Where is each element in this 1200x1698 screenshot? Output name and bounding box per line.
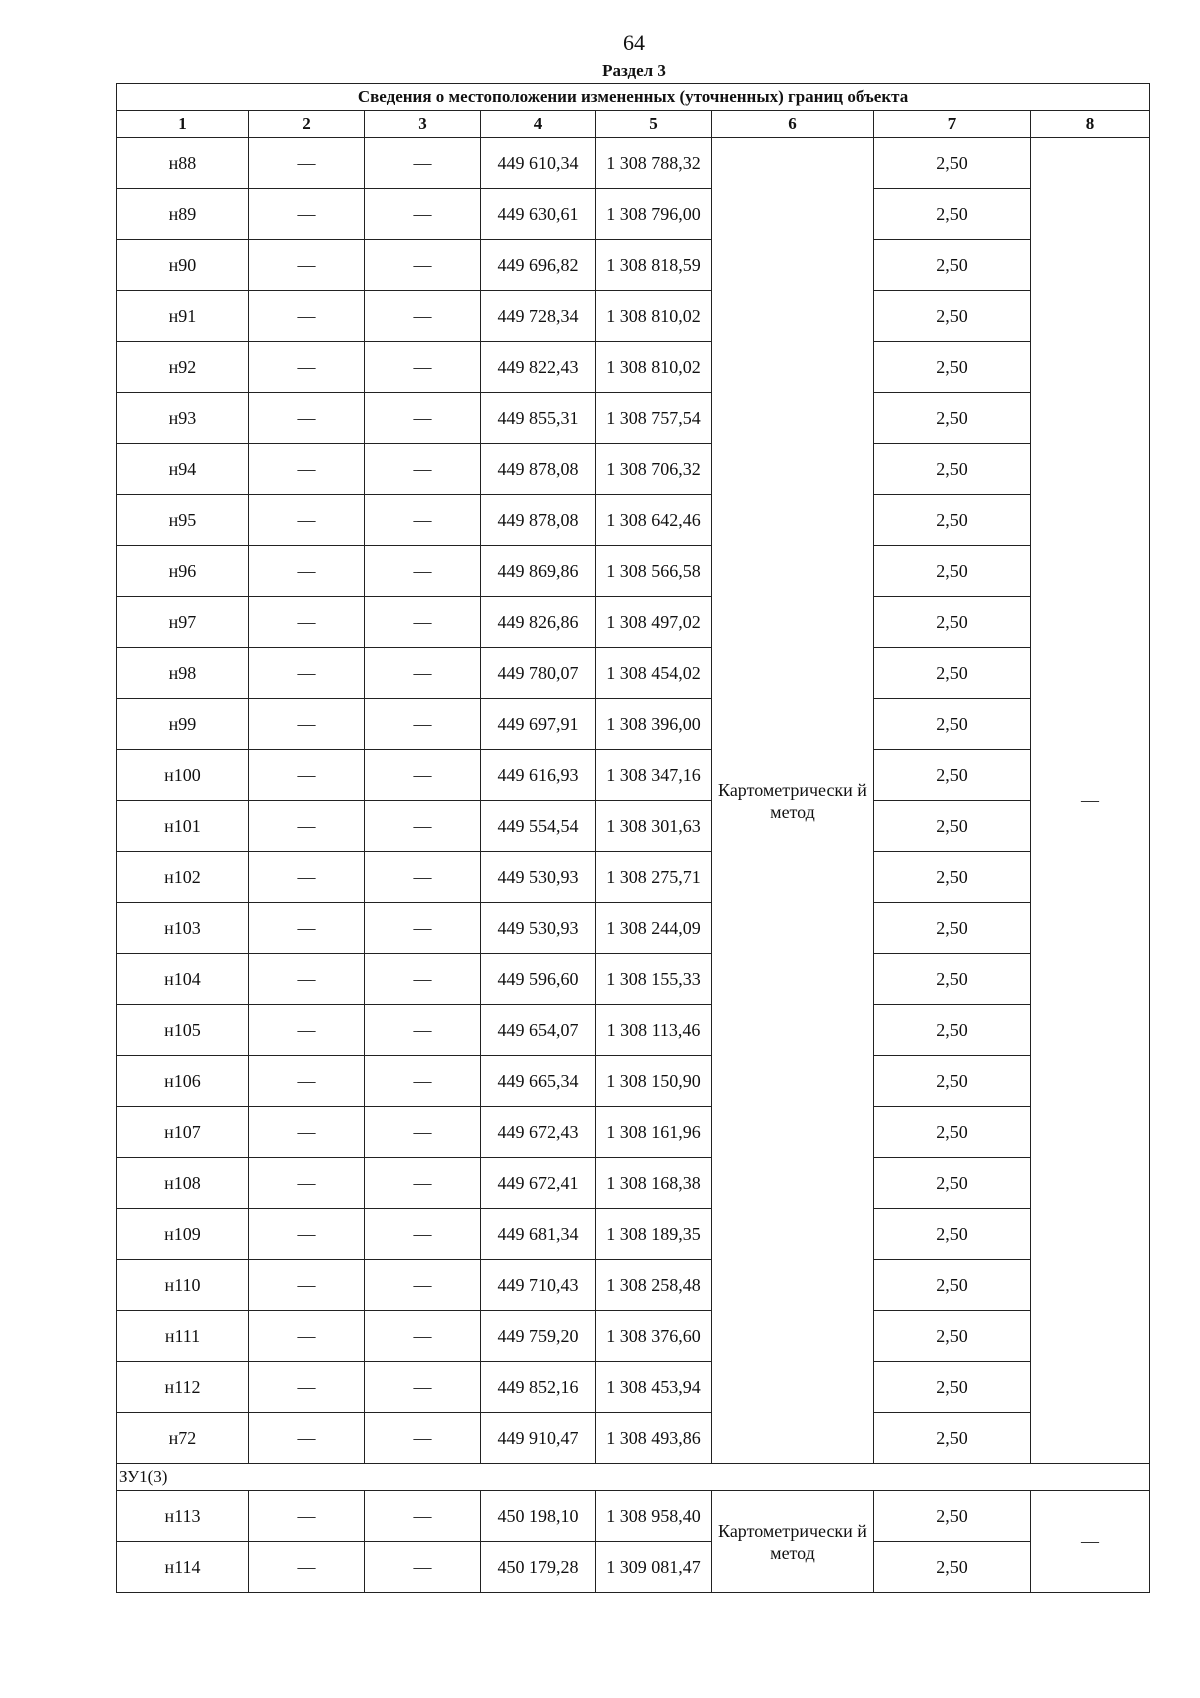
point-name-cell: н102 (117, 852, 249, 903)
coordinate-y-cell: 1 308 757,54 (596, 393, 712, 444)
table-row (117, 1107, 1150, 1158)
accuracy-cell: 2,50 (874, 393, 1031, 444)
col2-cell: — (249, 954, 365, 1005)
coordinate-y-cell: 1 308 788,32 (596, 138, 712, 189)
coordinate-y-cell: 1 308 796,00 (596, 189, 712, 240)
accuracy-cell: 2,50 (874, 1311, 1031, 1362)
coordinate-x-cell: 449 710,43 (481, 1260, 596, 1311)
col3-cell: — (365, 1107, 481, 1158)
col2-cell: — (249, 1209, 365, 1260)
point-name-cell: н114 (117, 1542, 249, 1593)
coordinate-x-cell: 449 910,47 (481, 1413, 596, 1464)
table-row (117, 1209, 1150, 1260)
coordinate-x-cell: 449 681,34 (481, 1209, 596, 1260)
col2-cell: — (249, 393, 365, 444)
col3-cell: — (365, 1260, 481, 1311)
accuracy-cell: 2,50 (874, 1491, 1031, 1542)
coordinate-x-cell: 450 198,10 (481, 1491, 596, 1542)
column-number: 4 (481, 111, 596, 138)
point-name-cell: н90 (117, 240, 249, 291)
col2-cell: — (249, 342, 365, 393)
table-row (117, 393, 1150, 444)
section-title: Раздел 3 (602, 61, 666, 80)
col2-cell: — (249, 1107, 365, 1158)
col2-cell: — (249, 597, 365, 648)
coordinate-x-cell: 449 822,43 (481, 342, 596, 393)
table-row (117, 138, 1150, 189)
col2-cell: — (249, 1542, 365, 1593)
col3-cell: — (365, 597, 481, 648)
col3-cell: — (365, 189, 481, 240)
coordinate-y-cell: 1 308 150,90 (596, 1056, 712, 1107)
column-number: 2 (249, 111, 365, 138)
coordinate-x-cell: 450 179,28 (481, 1542, 596, 1593)
coordinate-y-cell: 1 308 113,46 (596, 1005, 712, 1056)
accuracy-cell: 2,50 (874, 138, 1031, 189)
accuracy-cell: 2,50 (874, 801, 1031, 852)
coordinate-x-cell: 449 878,08 (481, 495, 596, 546)
coordinate-y-cell: 1 308 155,33 (596, 954, 712, 1005)
point-name-cell: н89 (117, 189, 249, 240)
table-row (117, 1260, 1150, 1311)
coordinate-x-cell: 449 826,86 (481, 597, 596, 648)
coordinate-x-cell: 449 610,34 (481, 138, 596, 189)
point-name-cell: н110 (117, 1260, 249, 1311)
point-name-cell: н92 (117, 342, 249, 393)
coordinate-y-cell: 1 308 497,02 (596, 597, 712, 648)
col2-cell: — (249, 699, 365, 750)
accuracy-cell: 2,50 (874, 1542, 1031, 1593)
accuracy-cell: 2,50 (874, 597, 1031, 648)
point-name-cell: н113 (117, 1491, 249, 1542)
point-name-cell: н95 (117, 495, 249, 546)
point-name-cell: н109 (117, 1209, 249, 1260)
accuracy-cell: 2,50 (874, 852, 1031, 903)
table-row (117, 801, 1150, 852)
point-name-cell: н101 (117, 801, 249, 852)
coordinate-x-cell: 449 672,41 (481, 1158, 596, 1209)
method-cell: Картометрически й метод (712, 1491, 874, 1593)
col3-cell: — (365, 750, 481, 801)
col2-cell: — (249, 750, 365, 801)
point-name-cell: н107 (117, 1107, 249, 1158)
coordinate-y-cell: 1 308 958,40 (596, 1491, 712, 1542)
accuracy-cell: 2,50 (874, 750, 1031, 801)
coordinate-x-cell: 449 530,93 (481, 903, 596, 954)
coordinate-y-cell: 1 308 566,58 (596, 546, 712, 597)
col3-cell: — (365, 648, 481, 699)
col3-cell: — (365, 1362, 481, 1413)
method-cell: Картометрически й метод (712, 138, 874, 1464)
table-row (117, 240, 1150, 291)
col3-cell: — (365, 138, 481, 189)
point-name-cell: н112 (117, 1362, 249, 1413)
coordinate-x-cell: 449 728,34 (481, 291, 596, 342)
accuracy-cell: 2,50 (874, 1005, 1031, 1056)
point-name-cell: н91 (117, 291, 249, 342)
coordinate-x-cell: 449 665,34 (481, 1056, 596, 1107)
coordinate-x-cell: 449 852,16 (481, 1362, 596, 1413)
coordinate-y-cell: 1 308 810,02 (596, 291, 712, 342)
col3-cell: — (365, 1209, 481, 1260)
accuracy-cell: 2,50 (874, 1260, 1031, 1311)
point-name-cell: н100 (117, 750, 249, 801)
table-row (117, 954, 1150, 1005)
col8-cell: — (1031, 138, 1150, 1464)
coordinate-y-cell: 1 308 493,86 (596, 1413, 712, 1464)
coordinate-y-cell: 1 308 706,32 (596, 444, 712, 495)
col3-cell: — (365, 1542, 481, 1593)
table-row (117, 1005, 1150, 1056)
col3-cell: — (365, 852, 481, 903)
col3-cell: — (365, 801, 481, 852)
coordinate-x-cell: 449 530,93 (481, 852, 596, 903)
col3-cell: — (365, 1413, 481, 1464)
point-name-cell: н103 (117, 903, 249, 954)
point-name-cell: н96 (117, 546, 249, 597)
coordinate-y-cell: 1 308 161,96 (596, 1107, 712, 1158)
col2-cell: — (249, 1056, 365, 1107)
column-number: 5 (596, 111, 712, 138)
coordinate-y-cell: 1 308 453,94 (596, 1362, 712, 1413)
col2-cell: — (249, 852, 365, 903)
accuracy-cell: 2,50 (874, 342, 1031, 393)
col2-cell: — (249, 240, 365, 291)
col3-cell: — (365, 699, 481, 750)
coordinate-x-cell: 449 759,20 (481, 1311, 596, 1362)
point-name-cell: н72 (117, 1413, 249, 1464)
col2-cell: — (249, 1413, 365, 1464)
table-row (117, 342, 1150, 393)
point-name-cell: н94 (117, 444, 249, 495)
table-row (117, 1491, 1150, 1542)
col3-cell: — (365, 1005, 481, 1056)
col2-cell: — (249, 444, 365, 495)
coordinate-x-cell: 449 596,60 (481, 954, 596, 1005)
col3-cell: — (365, 444, 481, 495)
coordinate-y-cell: 1 308 275,71 (596, 852, 712, 903)
column-number: 6 (712, 111, 874, 138)
coordinate-y-cell: 1 308 244,09 (596, 903, 712, 954)
col3-cell: — (365, 291, 481, 342)
coordinate-y-cell: 1 308 301,63 (596, 801, 712, 852)
accuracy-cell: 2,50 (874, 546, 1031, 597)
coordinate-y-cell: 1 308 454,02 (596, 648, 712, 699)
col3-cell: — (365, 240, 481, 291)
col2-cell: — (249, 903, 365, 954)
coordinate-x-cell: 449 869,86 (481, 546, 596, 597)
table-row (117, 699, 1150, 750)
point-name-cell: н111 (117, 1311, 249, 1362)
accuracy-cell: 2,50 (874, 240, 1031, 291)
coordinate-x-cell: 449 654,07 (481, 1005, 596, 1056)
point-name-cell: н93 (117, 393, 249, 444)
accuracy-cell: 2,50 (874, 1158, 1031, 1209)
coordinate-x-cell: 449 672,43 (481, 1107, 596, 1158)
col2-cell: — (249, 138, 365, 189)
col2-cell: — (249, 189, 365, 240)
coordinate-y-cell: 1 308 258,48 (596, 1260, 712, 1311)
accuracy-cell: 2,50 (874, 1209, 1031, 1260)
table-row (117, 495, 1150, 546)
coordinate-y-cell: 1 308 168,38 (596, 1158, 712, 1209)
boundary-table (116, 83, 1150, 1593)
col3-cell: — (365, 546, 481, 597)
column-number: 8 (1031, 111, 1150, 138)
table-row (117, 546, 1150, 597)
accuracy-cell: 2,50 (874, 291, 1031, 342)
table-row (117, 1362, 1150, 1413)
col2-cell: — (249, 291, 365, 342)
table-row (117, 291, 1150, 342)
point-name-cell: н97 (117, 597, 249, 648)
coordinate-y-cell: 1 308 347,16 (596, 750, 712, 801)
coordinate-y-cell: 1 308 189,35 (596, 1209, 712, 1260)
table-row (117, 597, 1150, 648)
col2-cell: — (249, 1260, 365, 1311)
table-row (117, 189, 1150, 240)
point-name-cell: н104 (117, 954, 249, 1005)
col3-cell: — (365, 393, 481, 444)
group-label: ЗУ1(3) (117, 1464, 1150, 1491)
col3-cell: — (365, 342, 481, 393)
coordinate-x-cell: 449 630,61 (481, 189, 596, 240)
accuracy-cell: 2,50 (874, 189, 1031, 240)
coordinate-y-cell: 1 308 396,00 (596, 699, 712, 750)
accuracy-cell: 2,50 (874, 1413, 1031, 1464)
col3-cell: — (365, 495, 481, 546)
accuracy-cell: 2,50 (874, 954, 1031, 1005)
table-row (117, 750, 1150, 801)
table-row (117, 1542, 1150, 1593)
point-name-cell: н88 (117, 138, 249, 189)
accuracy-cell: 2,50 (874, 903, 1031, 954)
coordinate-y-cell: 1 309 081,47 (596, 1542, 712, 1593)
table-row (117, 1158, 1150, 1209)
table-row (117, 648, 1150, 699)
coordinate-x-cell: 449 697,91 (481, 699, 596, 750)
col3-cell: — (365, 1491, 481, 1542)
column-number: 1 (117, 111, 249, 138)
col2-cell: — (249, 1491, 365, 1542)
coordinate-x-cell: 449 780,07 (481, 648, 596, 699)
col2-cell: — (249, 546, 365, 597)
column-number: 3 (365, 111, 481, 138)
col2-cell: — (249, 801, 365, 852)
col3-cell: — (365, 954, 481, 1005)
table-title: Сведения о местоположении измененных (уточненных) границ объекта (117, 84, 1150, 111)
coordinate-x-cell: 449 554,54 (481, 801, 596, 852)
accuracy-cell: 2,50 (874, 495, 1031, 546)
point-name-cell: н108 (117, 1158, 249, 1209)
col2-cell: — (249, 1362, 365, 1413)
col3-cell: — (365, 903, 481, 954)
point-name-cell: н99 (117, 699, 249, 750)
group-label-row (117, 1464, 1150, 1491)
col2-cell: — (249, 1158, 365, 1209)
table-row (117, 444, 1150, 495)
table-row (117, 1413, 1150, 1464)
coordinate-x-cell: 449 616,93 (481, 750, 596, 801)
coordinate-y-cell: 1 308 810,02 (596, 342, 712, 393)
col8-cell: — (1031, 1491, 1150, 1593)
col2-cell: — (249, 648, 365, 699)
coordinate-x-cell: 449 855,31 (481, 393, 596, 444)
coordinate-x-cell: 449 878,08 (481, 444, 596, 495)
col2-cell: — (249, 1005, 365, 1056)
column-number-row (117, 111, 1150, 138)
table-row (117, 1056, 1150, 1107)
column-number: 7 (874, 111, 1031, 138)
accuracy-cell: 2,50 (874, 648, 1031, 699)
coordinate-y-cell: 1 308 376,60 (596, 1311, 712, 1362)
coordinate-x-cell: 449 696,82 (481, 240, 596, 291)
point-name-cell: н98 (117, 648, 249, 699)
accuracy-cell: 2,50 (874, 1362, 1031, 1413)
col3-cell: — (365, 1158, 481, 1209)
point-name-cell: н105 (117, 1005, 249, 1056)
accuracy-cell: 2,50 (874, 1107, 1031, 1158)
page-number: 64 (623, 30, 645, 55)
accuracy-cell: 2,50 (874, 1056, 1031, 1107)
col2-cell: — (249, 495, 365, 546)
col2-cell: — (249, 1311, 365, 1362)
col3-cell: — (365, 1311, 481, 1362)
point-name-cell: н106 (117, 1056, 249, 1107)
coordinate-y-cell: 1 308 818,59 (596, 240, 712, 291)
col3-cell: — (365, 1056, 481, 1107)
accuracy-cell: 2,50 (874, 699, 1031, 750)
coordinate-y-cell: 1 308 642,46 (596, 495, 712, 546)
table-row (117, 903, 1150, 954)
accuracy-cell: 2,50 (874, 444, 1031, 495)
table-row (117, 852, 1150, 903)
table-row (117, 1311, 1150, 1362)
